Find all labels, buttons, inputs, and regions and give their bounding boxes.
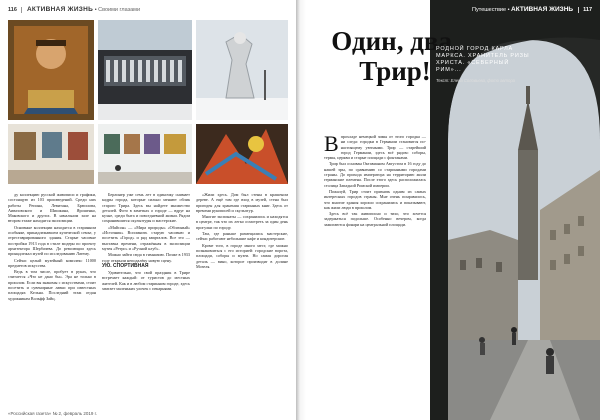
left-subsection-name: Своими глазами	[98, 7, 141, 13]
paragraph: «Жили здесь. Дом был стены в крашеном дереве. А ещё там где вход в музей, стена был пригоден для хранения старинных книг. Здесь от времени рукописей и скульптур.	[196, 192, 288, 213]
paragraph: Там, где раньше размещались мастерские, сейчас работают небольшие кафе и кондитерские.	[196, 231, 288, 242]
paragraph: Пожалуй, Трир стоит признать одним из самых интересных городов страны. Мне очень понравилось, что многие здания хорошо сохранились и показывают, как жили люди в прошлом.	[324, 188, 426, 210]
right-running-header: Путешествие • АКТИВНАЯ ЖИЗНЬ 117	[472, 6, 592, 13]
paragraph: Можно зайти сюда в гимназию. Позже в 1933 году открыли неподалёку новую сцену.	[102, 252, 190, 263]
gallery-wall-photo	[98, 124, 192, 184]
paragraph: ду коллекцию русской живописи и графики, состоящую из 103 произведений. Среди них работы Репина, Левитана, Брюллова, Аивазовского и Шишкина, Ярошенко, Маковского и других. В начальном зале на втором этаже находятся экспозиции.	[8, 192, 96, 224]
left-column-1	[8, 192, 96, 404]
right-section-name: АКТИВНАЯ ЖИЗНЬ	[511, 6, 574, 13]
right-page	[306, 0, 600, 420]
paragraph: Удивительно, что свой праздник в Трире встречает каждый: от туристов до местных жителей. Как и в любом старинном городе, здесь хватает маленьких улочек с пекарнями.	[102, 270, 190, 292]
modern-building-photo	[98, 20, 192, 120]
first-paragraph	[324, 134, 426, 160]
right-page-number: 117	[583, 7, 592, 13]
left-column-2	[102, 192, 190, 404]
museum-interior-photo	[8, 124, 94, 184]
paragraph: Основные коллекции находятся в старинном особняке, принадлежавшем купеческой семье, у отреставрированного здания. Старые часовые постройки 1913 года в стиле модерн по проекту архитектора Шербачева. До революции здесь принадлежал музей по исследованию Латему.	[8, 224, 96, 257]
article-credit: Текст: Елена Соловьева, фото автора	[436, 78, 515, 83]
paragraph: Берлинер уже семь лет в одиночку снимает кадры города, которые сильно меняют облик старого Трира. Здесь вы найдете множество деталей. Фото в заметках о городе — вдруг на кухне, среди быта и повседневной жизни. Рядом сохранившиеся скульптуры и мастерские.	[102, 192, 190, 224]
paragraph: Здесь всё так живописно и тихо, что хочется задержаться подольше. Особенно вечером, когда зажигаются фонари на центральной площади.	[324, 211, 426, 227]
left-running-header: 116 АКТИВНАЯ ЖИЗНЬ • Своими глазами	[8, 6, 141, 13]
article-lede: РОДНОЙ ГОРОД КАРЛА МАРКСА. ХРАНИТЕЛЬ РИЗЫ ХРИСТА. «СЕВЕРНЫЙ РИМ»...	[436, 46, 530, 73]
right-section-pre: Путешествие	[472, 7, 507, 13]
left-section-name: АКТИВНАЯ ЖИЗНЬ	[26, 6, 94, 13]
page-gutter	[296, 0, 306, 420]
paragraph: Ведь в том числе, пробует в руках, что считается «Что не дано бы». Эра не только в прошлом. Если вы знакомы с искусствами, стоит посетить и сувенирные лавки при известных площадях Кельна. Последний этаж отдан художникам Вольфф Зайц.	[8, 269, 96, 301]
colorful-artwork-photo	[196, 124, 288, 184]
subheading: УЮ. СПОРТИВНАЯ	[102, 262, 149, 269]
paragraph: Кроме того, в городе много мест, где можно познакомиться с его историей: городские ворота, площади, соборы и музеи. Но самая дорогая деталь — вино, которое производят в долине Мозеля.	[196, 242, 288, 269]
left-page	[0, 0, 296, 420]
painting-portrait-photo	[8, 20, 94, 120]
drop-cap: В	[324, 134, 339, 156]
paragraph-text: прохладе немецкой зимы от этого городка — ни следа: городки в Германии становятся по-настоящему уютными. Трир — старейший город Германии, здесь всё рядом: соборы, термы, церкви и старые площади с фонтанами.	[324, 134, 426, 161]
paragraph: «Майсон» — «Мира природы» «Облачный» «Источник» Вспомнить старую часовню и посетить «Город» и ряд кварталов. Все это — выставка времени, отражённая в экспозиции музея «Ретро» и «Ручной клуб».	[102, 224, 190, 251]
left-page-number: 116	[8, 7, 17, 13]
paragraph: Трир был основан Октавианом Августом в 16 году до нашей эры, по сравнению со старинными городами страны. До прихода императора на территорию жили германские племена. После этого здесь расположилась столица Западной Римской империи.	[324, 161, 426, 188]
sculpture-photo	[196, 20, 288, 120]
article-title: Один, два, Трир!	[331, 26, 459, 86]
right-column-body	[324, 134, 426, 404]
paragraph: Сейчас целый музейный комплекс 11000 предметов искусства.	[8, 257, 96, 268]
paragraph: Многие экспонаты — сохранились и находятся в центре, так что их легко осмотреть за один день прогулки по городу.	[196, 214, 288, 230]
left-column-3	[196, 192, 288, 404]
left-page-footer: «Российская газета» № 2, февраль 2019 г.	[8, 411, 97, 416]
